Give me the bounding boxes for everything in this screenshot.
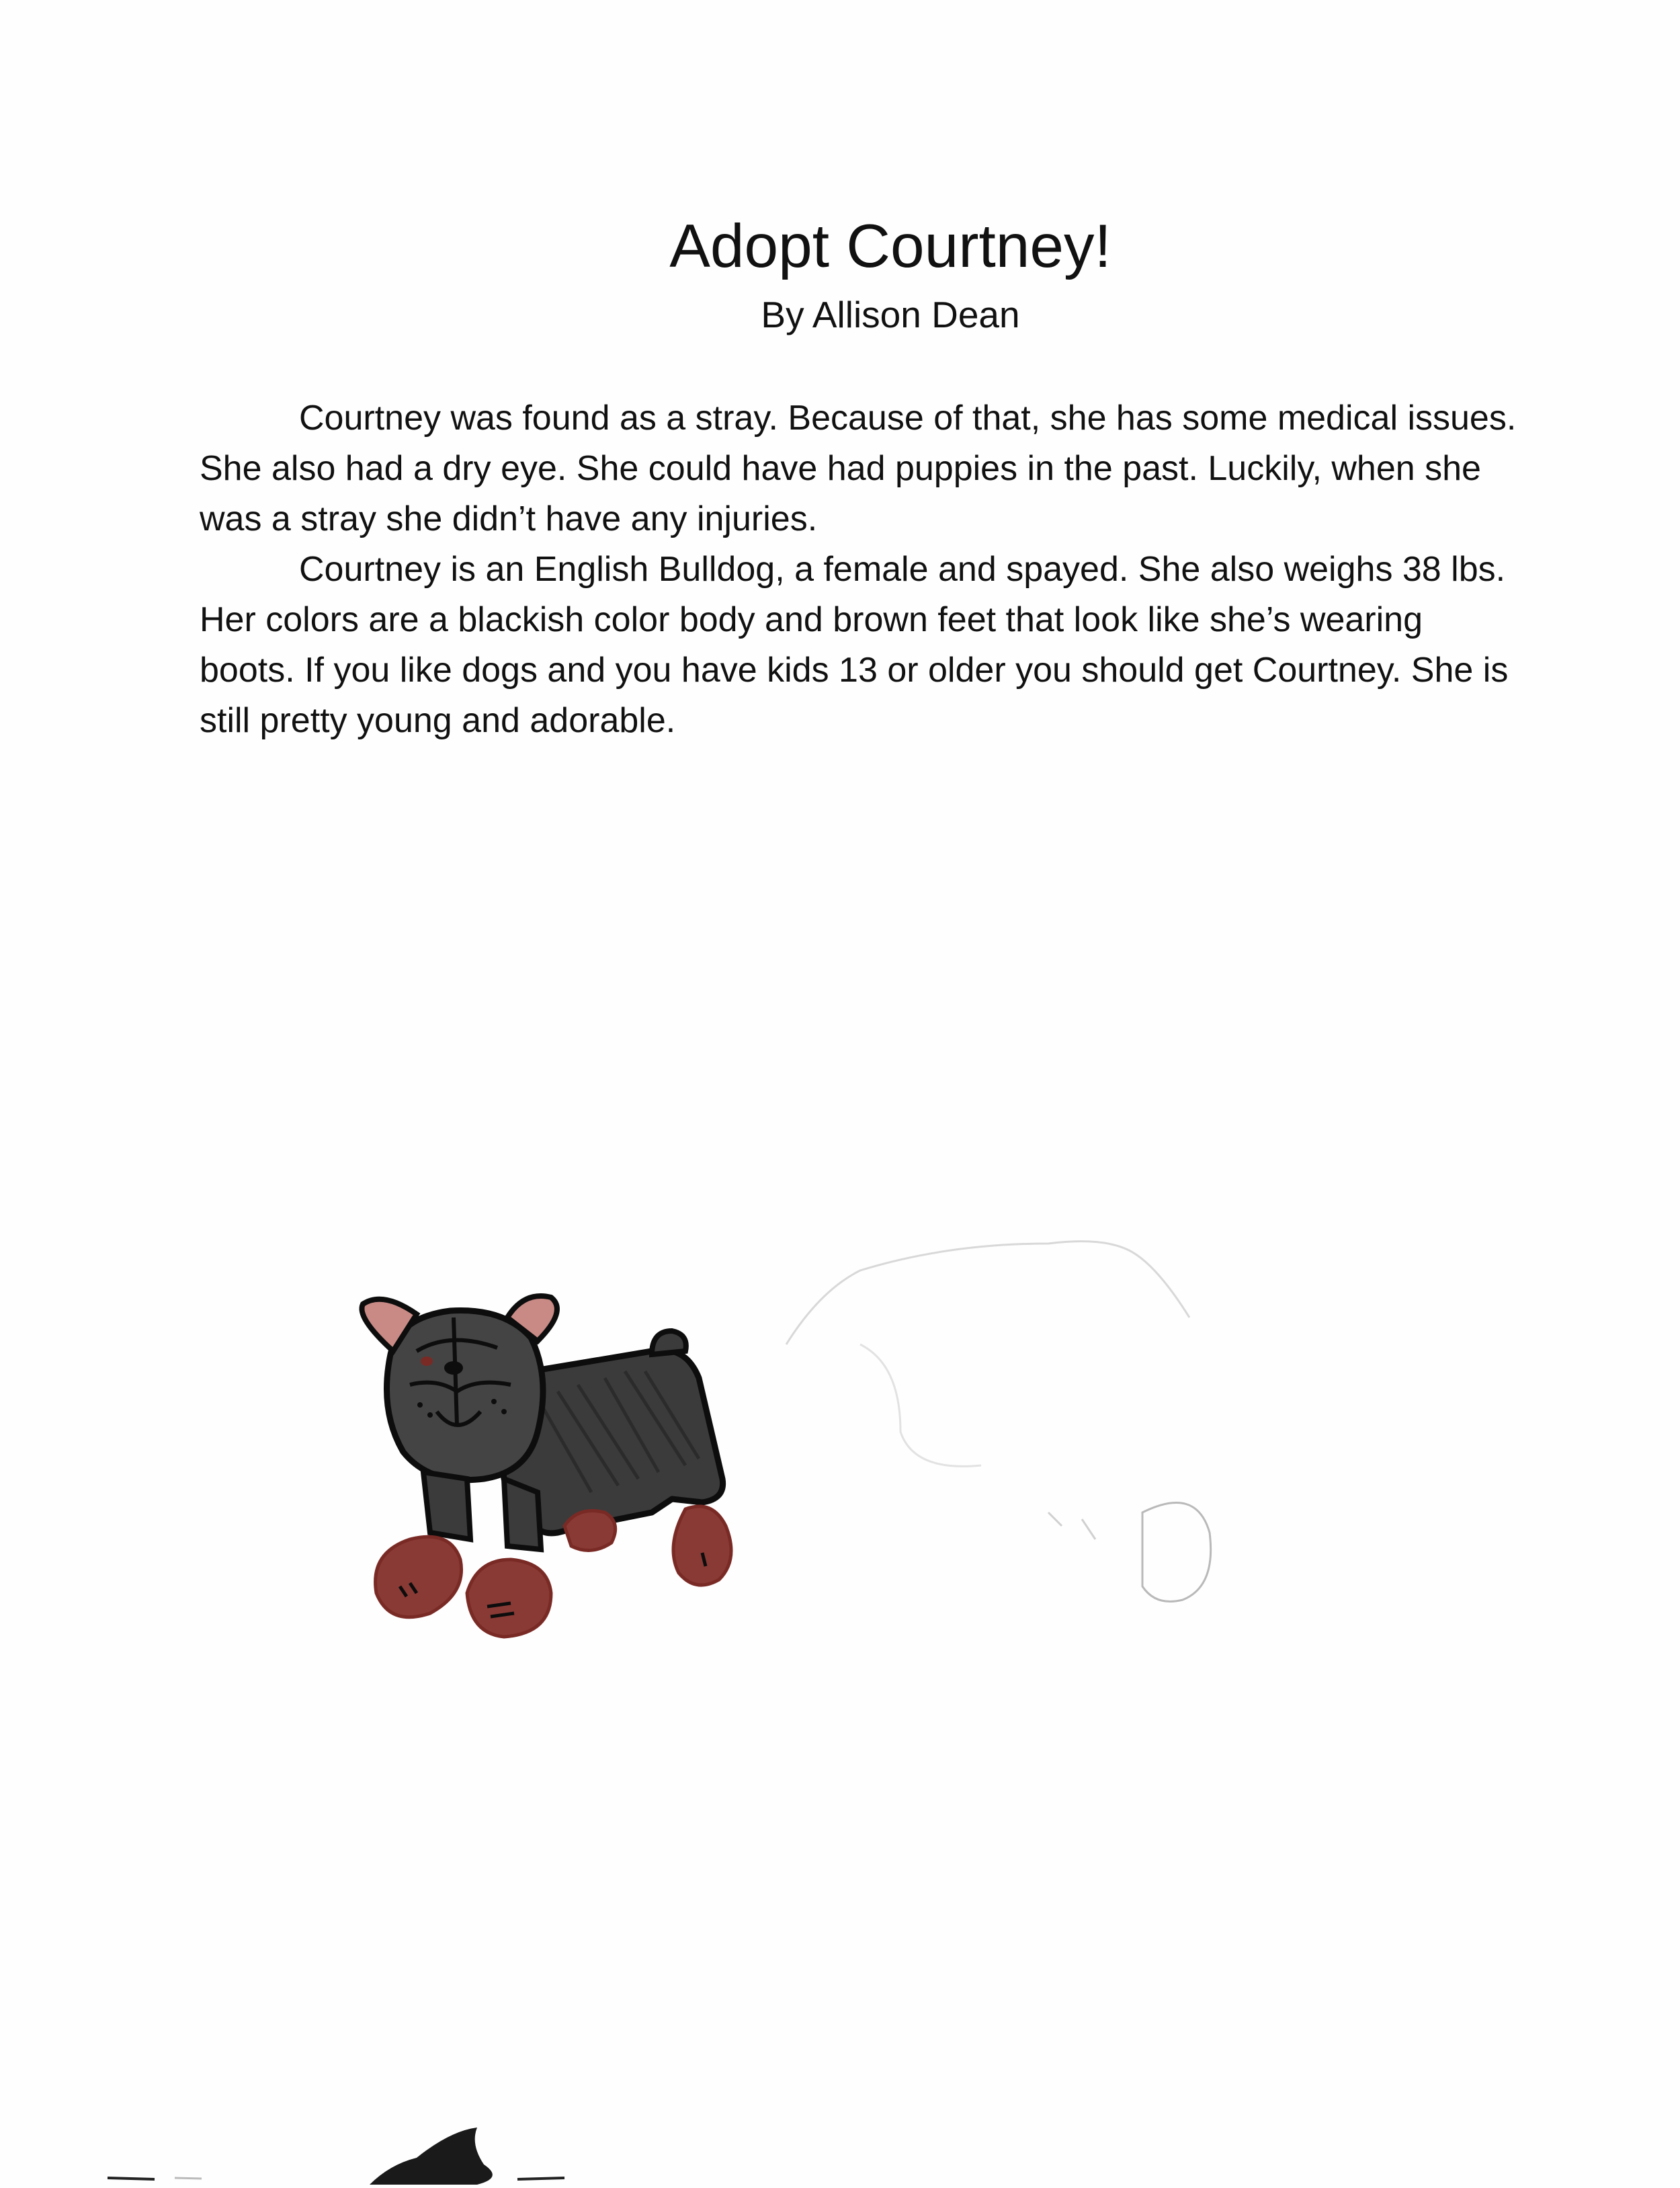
dog-head (362, 1296, 556, 1480)
article-body (200, 393, 1517, 746)
scan-edge-marks (101, 2117, 605, 2188)
faint-pencil-sketch (780, 1210, 1384, 1640)
author-byline: By Allison Dean (761, 294, 1020, 335)
page-title: Adopt Courtney! (669, 212, 1111, 280)
paragraph-2: Courtney is an English Bulldog, a female and spayed. She also weighs 38 lbs. Her colors are a blackish color body and brown feet that look like she’s wearing boots. If you like dogs and you have kids 13 or older you should get Courtney. She is still pretty young and adorable. (200, 550, 1509, 740)
paragraph-1: Courtney was found as a stray. Because of that, she has some medical issues. She also had a dry eye. She could have had puppies in the past. Luckily, when she was a stray she didn’t have any injuries. (200, 399, 1517, 538)
bulldog-drawing (336, 1277, 780, 1707)
